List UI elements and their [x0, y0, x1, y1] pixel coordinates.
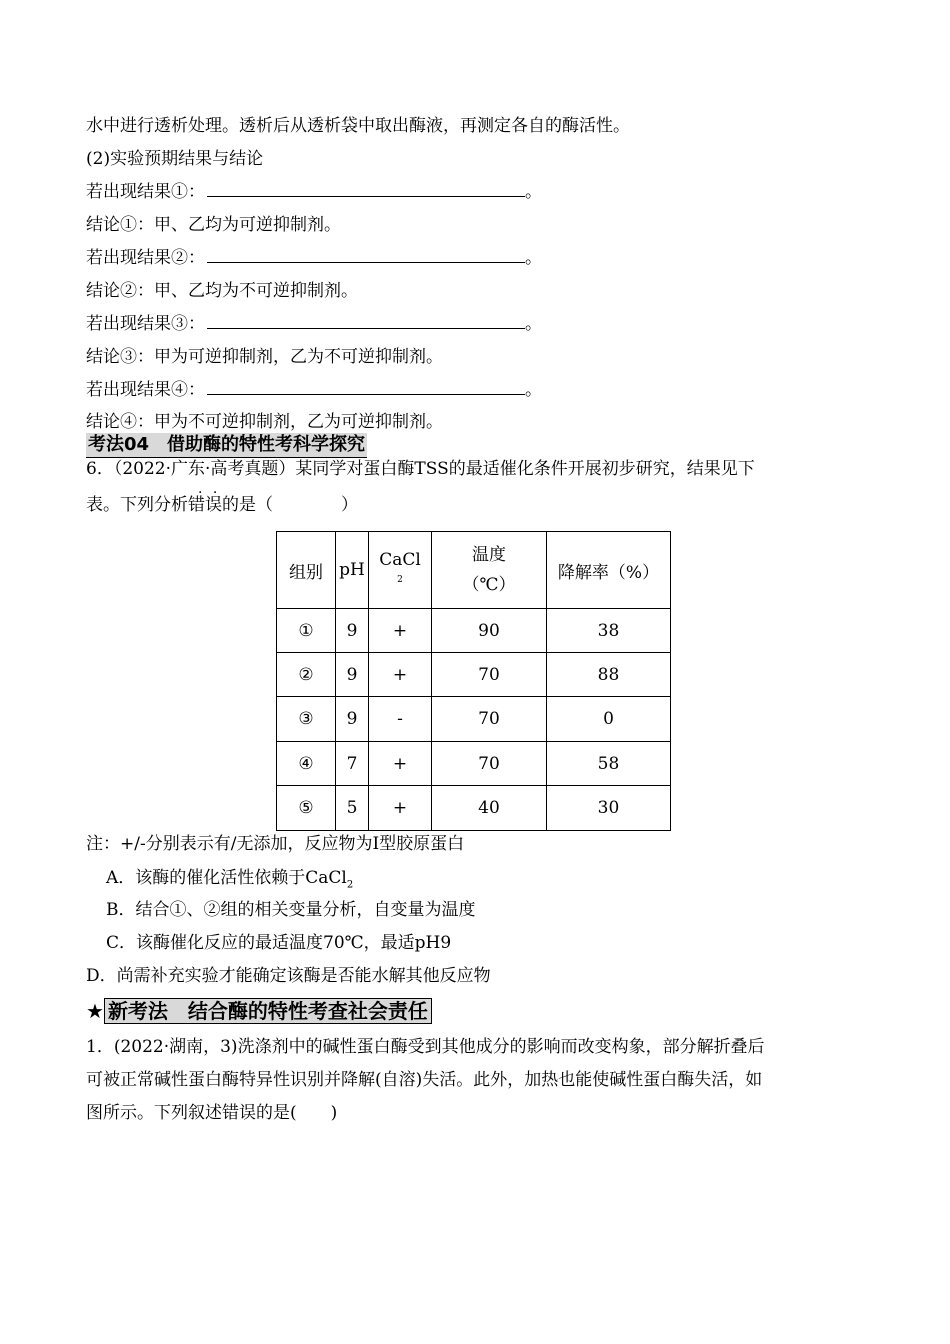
cell: 70	[432, 653, 547, 697]
cell: ④	[277, 742, 336, 786]
result-2	[86, 247, 542, 269]
cell: 0	[547, 697, 671, 742]
result-3	[86, 313, 542, 335]
period: 。	[525, 380, 542, 400]
cell: ③	[277, 697, 336, 742]
period: 。	[525, 182, 542, 202]
option-b: B．结合①、②组的相关变量分析，自变量为温度	[106, 900, 476, 920]
option-a-subscript: 2	[346, 879, 354, 891]
cell: 58	[547, 742, 671, 786]
conclusion-4: 结论④：甲为不可逆抑制剂，乙为可逆抑制剂。	[86, 412, 443, 432]
option-a-text: A．该酶的催化活性依赖于CaCl	[106, 868, 347, 888]
cell: 88	[547, 653, 671, 697]
cell: 9	[336, 653, 369, 697]
cell: +	[369, 786, 432, 831]
question-1-line1: 1．(2022·湖南，3)洗涤剂中的碱性蛋白酶受到其他成分的影响而改变构象，部分解折叠后	[86, 1037, 765, 1057]
question-1-line3: 图所示。下列叙述错误的是( )	[86, 1103, 338, 1123]
cell: 90	[432, 609, 547, 653]
conclusion-2: 结论②：甲、乙均为不可逆抑制剂。	[86, 281, 358, 301]
cell: ②	[277, 653, 336, 697]
header-group: 组别	[277, 532, 336, 609]
period: 。	[525, 314, 542, 334]
cell: +	[369, 653, 432, 697]
emphasis-dots: · · 错误	[188, 494, 222, 516]
result-1	[86, 181, 542, 203]
cell: -	[369, 697, 432, 742]
results-table	[276, 531, 671, 831]
part2-heading: (2)实验预期结果与结论	[86, 149, 264, 169]
cell: +	[369, 742, 432, 786]
result-label: 若出现结果②：	[86, 248, 205, 268]
answer-blank-3[interactable]	[207, 314, 525, 329]
cell: 40	[432, 786, 547, 831]
table-note: 注：+/-分别表示有/无添加，反应物为Ⅰ型胶原蛋白	[86, 834, 465, 854]
q6-text: 表。下列分析	[86, 495, 188, 515]
table-row	[277, 742, 671, 786]
temp-unit: （℃）	[462, 575, 516, 595]
conclusion-1: 结论①：甲、乙均为可逆抑制剂。	[86, 215, 341, 235]
cacl-text: CaCl	[379, 550, 421, 570]
cell: 7	[336, 742, 369, 786]
question-6-line2	[86, 494, 358, 516]
header-temp	[432, 532, 547, 609]
answer-blank-4[interactable]	[207, 380, 525, 395]
option-a	[106, 867, 353, 896]
table-row	[277, 609, 671, 653]
cacl-subscript: 2	[397, 575, 403, 585]
cell: 9	[336, 697, 369, 742]
period: 。	[525, 248, 542, 268]
result-4	[86, 379, 542, 401]
cell: 9	[336, 609, 369, 653]
cell: 5	[336, 786, 369, 831]
q6-text-end: 的是（ ）	[222, 495, 358, 515]
intro-line: 水中进行透析处理。透析后从透析袋中取出酶液，再测定各自的酶活性。	[86, 116, 630, 136]
option-d: D．尚需补充实验才能确定该酶是否能水解其他反应物	[86, 966, 491, 986]
section-title-kaofa04: 考法04 借助酶的特性考科学探究	[86, 433, 367, 458]
answer-blank-2[interactable]	[207, 248, 525, 263]
conclusion-3: 结论③：甲为可逆抑制剂，乙为不可逆抑制剂。	[86, 347, 443, 367]
question-6-line1: 6．（2022·广东·高考真题）某同学对蛋白酶TSS的最适催化条件开展初步研究，结果见下	[86, 459, 755, 479]
section-title-new	[86, 997, 432, 1025]
cell: 38	[547, 609, 671, 653]
table-row	[277, 697, 671, 742]
question-1-line2: 可被正常碱性蛋白酶特异性识别并降解(自溶)失活。此外，加热也能使碱性蛋白酶失活，如	[86, 1070, 763, 1090]
header-ph: pH	[336, 532, 369, 609]
table-row	[277, 653, 671, 697]
cell: ⑤	[277, 786, 336, 831]
cell: ①	[277, 609, 336, 653]
header-rate: 降解率（%）	[547, 532, 671, 609]
table-row	[277, 786, 671, 831]
section2-label: 新考法 结合酶的特性考查社会责任	[104, 998, 432, 1024]
star-icon: ★	[86, 999, 104, 1023]
table-header-row	[277, 532, 671, 609]
cell: 70	[432, 742, 547, 786]
result-label: 若出现结果③：	[86, 314, 205, 334]
option-c: C．该酶催化反应的最适温度70℃，最适pH9	[106, 933, 452, 953]
cell: 30	[547, 786, 671, 831]
temp-label: 温度	[472, 545, 506, 565]
cell: 70	[432, 697, 547, 742]
answer-blank-1[interactable]	[207, 182, 525, 197]
result-label: 若出现结果④：	[86, 380, 205, 400]
cell: +	[369, 609, 432, 653]
header-cacl2	[369, 532, 432, 609]
result-label: 若出现结果①：	[86, 182, 205, 202]
